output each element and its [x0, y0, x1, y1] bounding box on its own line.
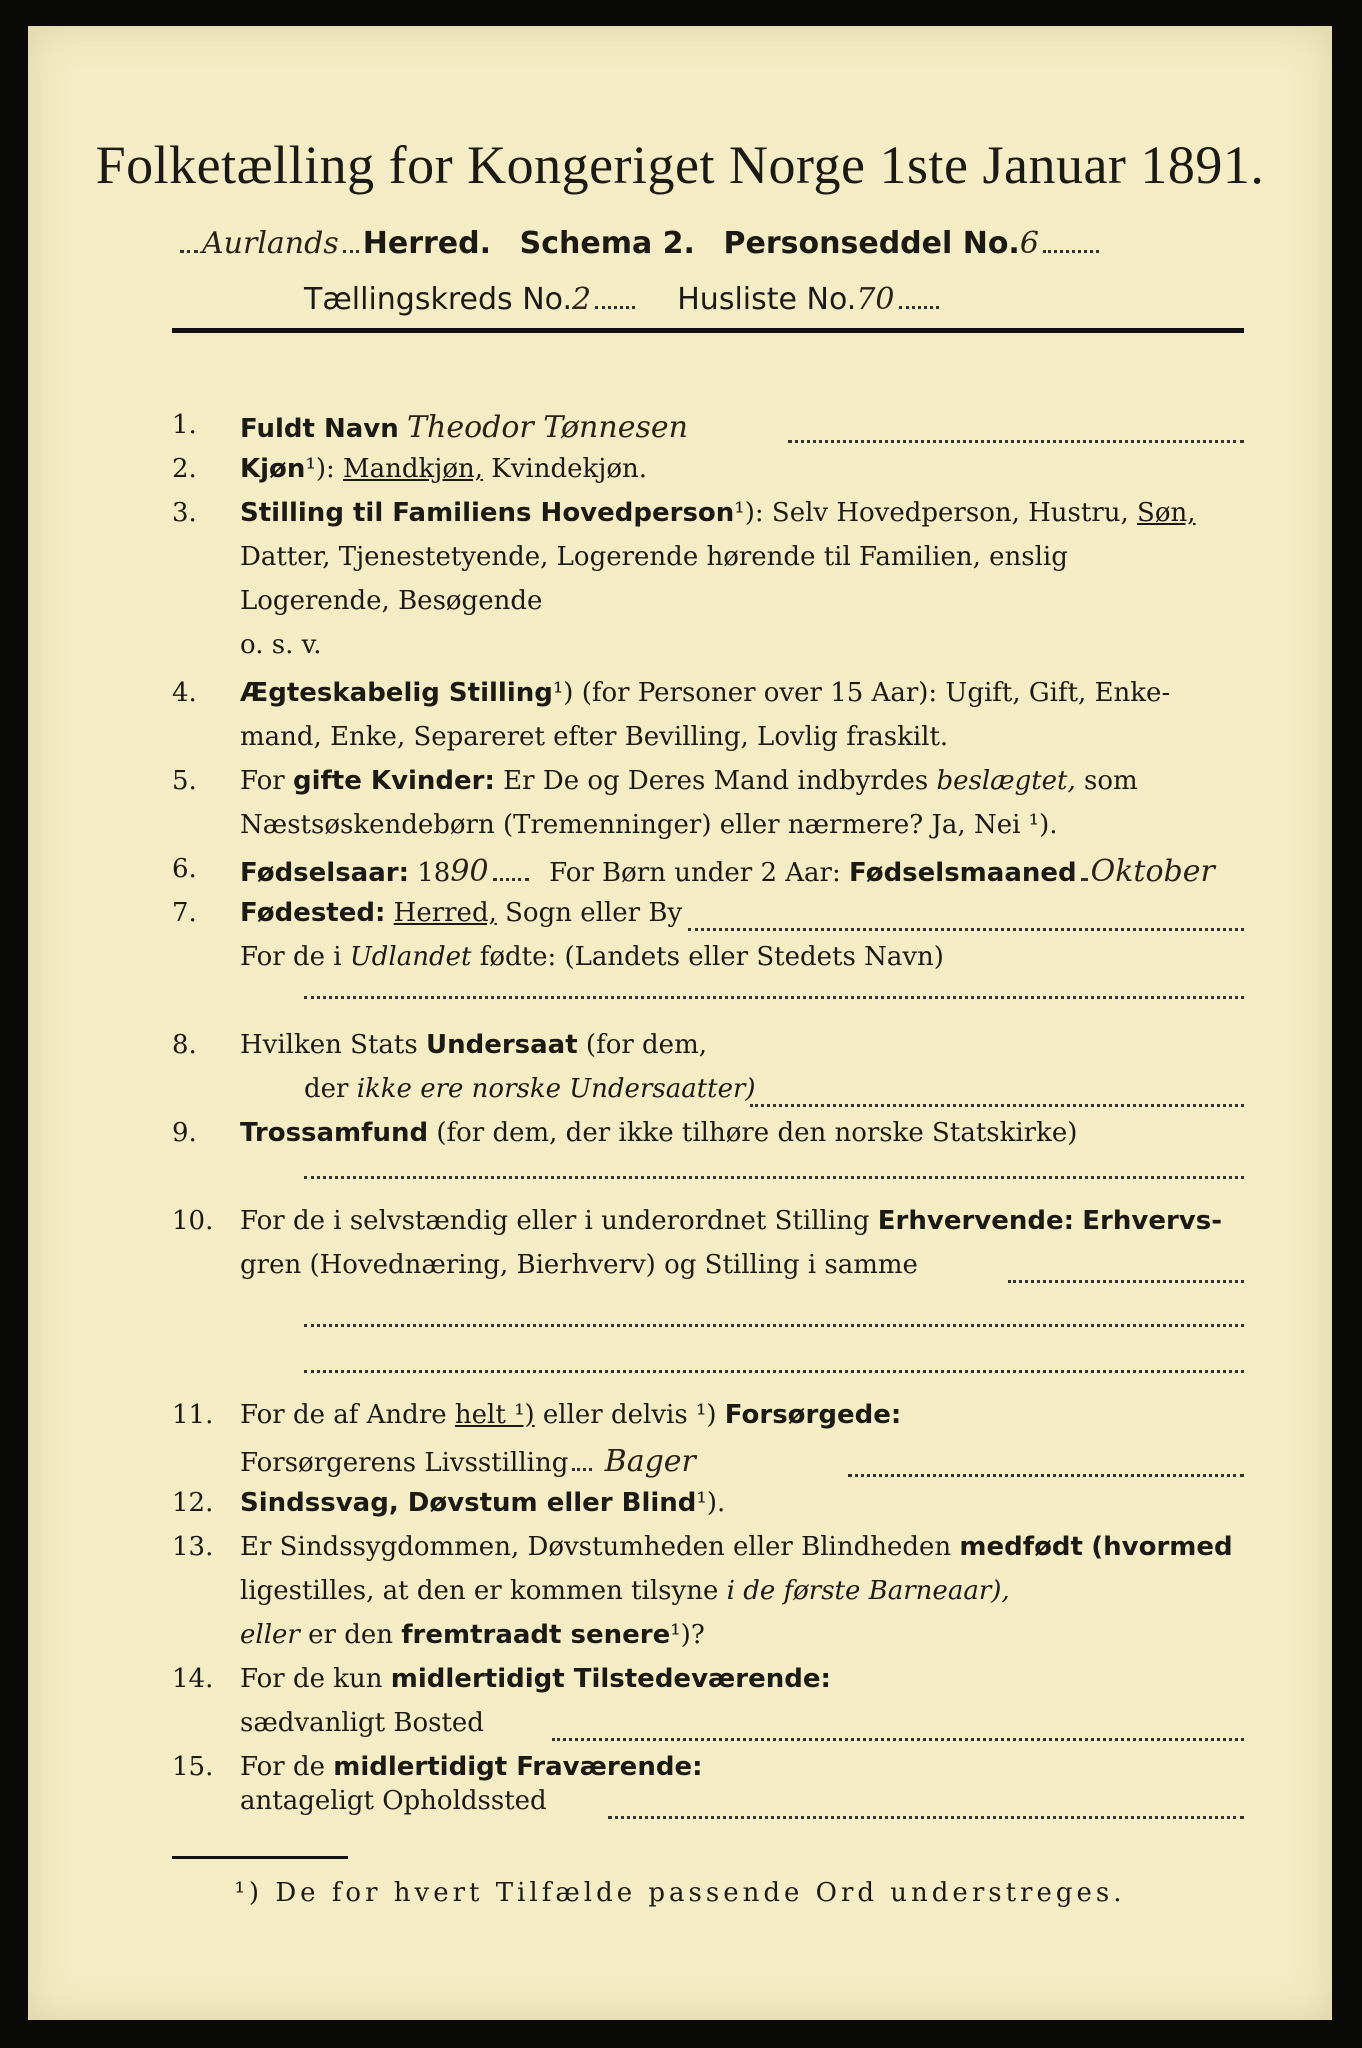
herred-value: Aurlands	[202, 226, 339, 261]
q13-l3b: er den	[308, 1620, 393, 1650]
q2-sup: ¹):	[305, 454, 335, 484]
q1-label: Fuldt Navn	[240, 414, 399, 444]
q15-dotted-line	[608, 1816, 1244, 1819]
footnote-rule	[172, 1856, 348, 1859]
q9-rest: (for dem, der ikke tilhøre den norske Statskirke)	[436, 1118, 1078, 1148]
q8-line2	[304, 1074, 756, 1104]
q3-options-1: Selv Hovedperson, Hustru,	[771, 498, 1129, 528]
q3-line4: o. s. v.	[240, 630, 322, 660]
q6-number: 6.	[172, 854, 197, 884]
q11-number: 11.	[172, 1400, 214, 1430]
q10-line1	[240, 1206, 1222, 1236]
q7-label: Fødested:	[240, 898, 386, 928]
q1-dotted-line	[788, 440, 1244, 443]
q7-dotted-line-2	[304, 996, 1244, 999]
q13-label: medfødt	[959, 1532, 1083, 1562]
q7-number: 7.	[172, 898, 197, 928]
q7-rest: Sogn eller By	[505, 898, 683, 928]
footnote: ¹) De for hvert Tilfælde passende Ord understreges.	[234, 1878, 1126, 1908]
q14-number: 14.	[172, 1664, 214, 1694]
q15-l1a: For de	[240, 1752, 325, 1782]
q11-helt: helt ¹)	[454, 1400, 535, 1430]
q13-l3a: eller	[240, 1620, 300, 1650]
q13-line3	[240, 1620, 705, 1650]
q12-number: 12.	[172, 1488, 214, 1518]
q11-dotted-line	[848, 1474, 1244, 1477]
q5-line2: Næstsøskendebørn (Tremenninger) eller nærmere? Ja, Nei ¹).	[240, 810, 1058, 840]
q15-number: 15.	[172, 1752, 214, 1782]
husliste-value: 70	[856, 282, 895, 317]
q13-l3c: fremtraadt senere	[401, 1620, 671, 1650]
q2-label: Kjøn	[240, 454, 306, 484]
q10-label: Erhvervende:	[877, 1206, 1075, 1236]
q13-l2a: ligestilles, at den er kommen tilsyne	[240, 1576, 719, 1606]
q12-sup: ¹).	[696, 1488, 726, 1518]
q14-dotted-line	[552, 1738, 1244, 1741]
q4-line1	[240, 678, 1170, 708]
q13-l2b: i de første Barneaar),	[726, 1576, 1010, 1606]
husliste-label: Husliste No.	[677, 282, 857, 317]
q11-l1a: For de af Andre	[240, 1400, 447, 1430]
q4-sup: ¹)	[552, 678, 574, 708]
q6-year-prefix: 18	[417, 858, 451, 888]
q3-number: 3.	[172, 498, 197, 528]
q15-line1	[240, 1752, 702, 1782]
q4-options-1: (for Personer over 15 Aar): Ugift, Gift, Enke-	[581, 678, 1171, 708]
q6-month-value: Oktober	[1090, 854, 1215, 889]
q4-number: 4.	[172, 678, 197, 708]
q7-line1	[240, 898, 682, 928]
q1-value: Theodor Tønnesen	[407, 410, 688, 445]
header-rule	[172, 328, 1244, 333]
q2-text	[240, 454, 647, 484]
q5-text-a: Er De og Deres Mand indbyrdes	[503, 766, 929, 796]
q7-dotted-line-1	[688, 928, 1244, 931]
q7-line2	[240, 942, 944, 972]
q3-option-son: Søn,	[1137, 498, 1196, 528]
q7-herred: Herred,	[393, 898, 497, 928]
census-form	[28, 26, 1332, 2020]
q2-number: 2.	[172, 454, 197, 484]
q8-l1a: Hvilken Stats	[240, 1030, 418, 1060]
q8-number: 8.	[172, 1030, 197, 1060]
header-line-2	[304, 282, 943, 317]
q10-dotted-line-3	[304, 1370, 1244, 1373]
q11-line2	[240, 1444, 696, 1479]
q10-dotted-line-2	[304, 1324, 1244, 1327]
q8-l2b: ikke ere norske Undersaatter)	[356, 1074, 756, 1104]
q8-label: Undersaat	[425, 1030, 578, 1060]
q9-number: 9.	[172, 1118, 197, 1148]
q8-line1	[240, 1030, 707, 1060]
schema-label: Schema 2.	[519, 226, 695, 261]
q8-l2a: der	[304, 1074, 349, 1104]
q10-dotted-line-1	[1008, 1280, 1244, 1283]
header-line-1	[176, 226, 1103, 261]
q6-year-value: 90	[450, 854, 489, 889]
taellingskreds-value: 2	[572, 282, 592, 317]
personseddel-value: 6	[1019, 226, 1039, 261]
q11-l1b: eller delvis ¹)	[542, 1400, 717, 1430]
q12-line	[240, 1488, 725, 1518]
q15-label: midlertidigt Fraværende:	[333, 1752, 703, 1782]
q11-value: Bager	[604, 1444, 696, 1479]
q5-text-c: som	[1084, 766, 1138, 796]
q13-line1	[240, 1532, 1233, 1562]
q9-dotted-line	[304, 1176, 1244, 1179]
taellingskreds-label: Tællingskreds No.	[304, 282, 572, 317]
q6-mid: For Børn under 2 Aar:	[549, 858, 841, 888]
personseddel-label: Personseddel No.	[723, 226, 1020, 261]
q10-l1b: Erhvervs-	[1082, 1206, 1223, 1236]
herred-label: Herred.	[362, 226, 491, 261]
q10-number: 10.	[172, 1206, 214, 1236]
q3-line1	[240, 498, 1196, 528]
q13-l3d: ¹)?	[670, 1620, 705, 1650]
q6-line	[240, 854, 1215, 889]
q11-label: Forsørgede:	[724, 1400, 902, 1430]
q4-label: Ægteskabelig Stilling	[240, 678, 553, 708]
q11-line1	[240, 1400, 901, 1430]
q11-l2: Forsørgerens Livsstilling	[240, 1448, 569, 1478]
q8-l1b: (for dem,	[585, 1030, 707, 1060]
q2-option-kvindekjon: Kvindekjøn.	[491, 454, 647, 484]
q3-line2: Datter, Tjenestetyende, Logerende hørende til Familien, enslig	[240, 542, 1068, 572]
q13-line2	[240, 1576, 1010, 1606]
q3-sup: ¹):	[734, 498, 764, 528]
q10-line2: gren (Hovednæring, Bierhverv) og Stilling i samme	[240, 1250, 918, 1280]
q7-l2a: For de i	[240, 942, 342, 972]
q14-line2: sædvanligt Bosted	[240, 1708, 484, 1738]
q7-l2c: fødte: (Landets eller Stedets Navn)	[479, 942, 944, 972]
q5-pre: For	[240, 766, 285, 796]
q2-option-mandkjon: Mandkjøn,	[343, 454, 484, 484]
q8-dotted-line	[750, 1104, 1244, 1107]
q6-label: Fødselsaar:	[240, 858, 409, 888]
q5-line1	[240, 766, 1138, 796]
q1-text	[240, 410, 688, 445]
q7-l2b: Udlandet	[349, 942, 472, 972]
q15-line2: antageligt Opholdssted	[240, 1786, 547, 1816]
q5-text-b: beslægtet,	[936, 766, 1076, 796]
form-title: Folketælling for Kongeriget Norge 1ste Januar 1891.	[95, 135, 1265, 195]
q9-line	[240, 1118, 1077, 1148]
q13-l1b: (hvormed	[1091, 1532, 1233, 1562]
q14-label: midlertidigt Tilstedeværende:	[390, 1664, 831, 1694]
q12-label: Sindssvag, Døvstum eller Blind	[240, 1488, 697, 1518]
q4-line2: mand, Enke, Separeret efter Bevilling, Lovlig fraskilt.	[240, 722, 949, 752]
q6-label2: Fødselsmaaned	[849, 858, 1077, 888]
q10-l1a: For de i selvstændig eller i underordnet Stilling	[240, 1206, 870, 1236]
q14-l1a: For de kun	[240, 1664, 383, 1694]
q14-line1	[240, 1664, 831, 1694]
q13-number: 13.	[172, 1532, 214, 1562]
q3-line3: Logerende, Besøgende	[240, 586, 543, 616]
q13-l1a: Er Sindssygdommen, Døvstumheden eller Blindheden	[240, 1532, 952, 1562]
q5-number: 5.	[172, 766, 197, 796]
q5-label: gifte Kvinder:	[292, 766, 495, 796]
q9-label: Trossamfund	[240, 1118, 429, 1148]
q3-label: Stilling til Familiens Hovedperson	[240, 498, 735, 528]
q1-number: 1.	[172, 410, 197, 440]
